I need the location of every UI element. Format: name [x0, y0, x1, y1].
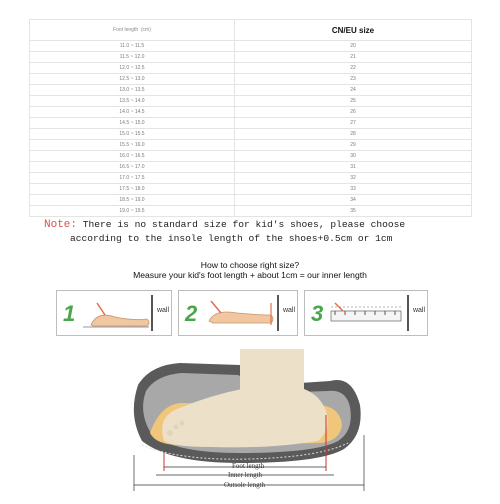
wall-line: [407, 295, 409, 331]
foot-length-cell: 11.0 ~ 11.5: [30, 41, 235, 52]
size-cell: 25: [235, 96, 472, 107]
foot-length-cell: 12.0 ~ 12.5: [30, 63, 235, 74]
note-line-1: There is no standard size for kid's shoes, please choose: [77, 219, 406, 230]
note-line-2: according to the insole length of the shoes+0.5cm or 1cm: [70, 233, 393, 244]
size-cell: 34: [235, 195, 472, 206]
size-cell: 29: [235, 140, 472, 151]
size-cell: 31: [235, 162, 472, 173]
step-1-panel: [56, 290, 172, 336]
foot-length-cell: 17.0 ~ 17.5: [30, 173, 235, 184]
foot-length-cell: 16.0 ~ 16.5: [30, 151, 235, 162]
table-row: [30, 184, 472, 195]
wall-label: wall: [282, 307, 295, 314]
table-row: [30, 140, 472, 151]
foot-length-cell: 18.5 ~ 19.0: [30, 195, 235, 206]
foot-length-cell: 15.5 ~ 16.0: [30, 140, 235, 151]
foot-marking-icon: [179, 291, 297, 335]
table-row: [30, 195, 472, 206]
measure-steps: [56, 290, 426, 336]
wall-label: wall: [412, 307, 425, 314]
note-text: [44, 218, 489, 245]
foot-length-cell: 15.0 ~ 15.5: [30, 129, 235, 140]
size-cell: 20: [235, 41, 472, 52]
size-cell: 26: [235, 107, 472, 118]
size-chart-table: [29, 19, 472, 217]
size-cell: 21: [235, 52, 472, 63]
size-cell: 30: [235, 151, 472, 162]
outsole-length-label: Outsole length: [224, 481, 266, 489]
size-cell: 32: [235, 173, 472, 184]
howto-subtitle: Measure your kid's foot length + about 1cm = our inner length: [133, 270, 367, 280]
table-body: [30, 41, 472, 217]
step-2-number: 2: [185, 301, 198, 326]
foot-length-label: Foot length: [232, 462, 265, 470]
foot-length-cell: 16.5 ~ 17.0: [30, 162, 235, 173]
size-cell: 28: [235, 129, 472, 140]
foot-length-cell: 14.5 ~ 15.0: [30, 118, 235, 129]
size-cell: 23: [235, 74, 472, 85]
table-row: [30, 52, 472, 63]
table-row: [30, 206, 472, 217]
header-foot-length: Foot length (cm): [30, 20, 235, 41]
size-cell: 24: [235, 85, 472, 96]
table-row: [30, 41, 472, 52]
foot-length-cell: 17.5 ~ 18.0: [30, 184, 235, 195]
foot-length-cell: 14.0 ~ 14.5: [30, 107, 235, 118]
table-row: [30, 151, 472, 162]
step-3-panel: [304, 290, 428, 336]
shoe-foot-diagram: [120, 345, 380, 499]
foot-on-ruler-icon: [57, 291, 171, 335]
foot-length-cell: 11.5 ~ 12.0: [30, 52, 235, 63]
header-cn-eu-size: CN/EU size: [235, 20, 472, 41]
step-1-number: 1: [63, 301, 76, 326]
table-row: [30, 162, 472, 173]
size-cell: 33: [235, 184, 472, 195]
size-cell: 35: [235, 206, 472, 217]
table-row: [30, 129, 472, 140]
step-2-panel: [178, 290, 298, 336]
howto-title: How to choose right size?: [200, 260, 300, 270]
size-cell: 27: [235, 118, 472, 129]
foot-length-cell: 13.0 ~ 13.5: [30, 85, 235, 96]
note-label: Note:: [44, 219, 78, 231]
foot-length-cell: 13.5 ~ 14.0: [30, 96, 235, 107]
table-header-row: [30, 20, 472, 41]
foot-length-cell: 12.5 ~ 13.0: [30, 74, 235, 85]
foot-length-cell: 19.0 ~ 19.5: [30, 206, 235, 217]
table-row: [30, 85, 472, 96]
wall-label: wall: [156, 307, 169, 314]
wall-line: [277, 295, 279, 331]
table-row: [30, 107, 472, 118]
table-row: [30, 63, 472, 74]
table-row: [30, 74, 472, 85]
inner-length-label: Inner length: [228, 471, 263, 479]
table-row: [30, 173, 472, 184]
table-row: [30, 118, 472, 129]
size-cell: 22: [235, 63, 472, 74]
step-3-number: 3: [311, 301, 324, 326]
wall-line: [151, 295, 153, 331]
table-row: [30, 96, 472, 107]
